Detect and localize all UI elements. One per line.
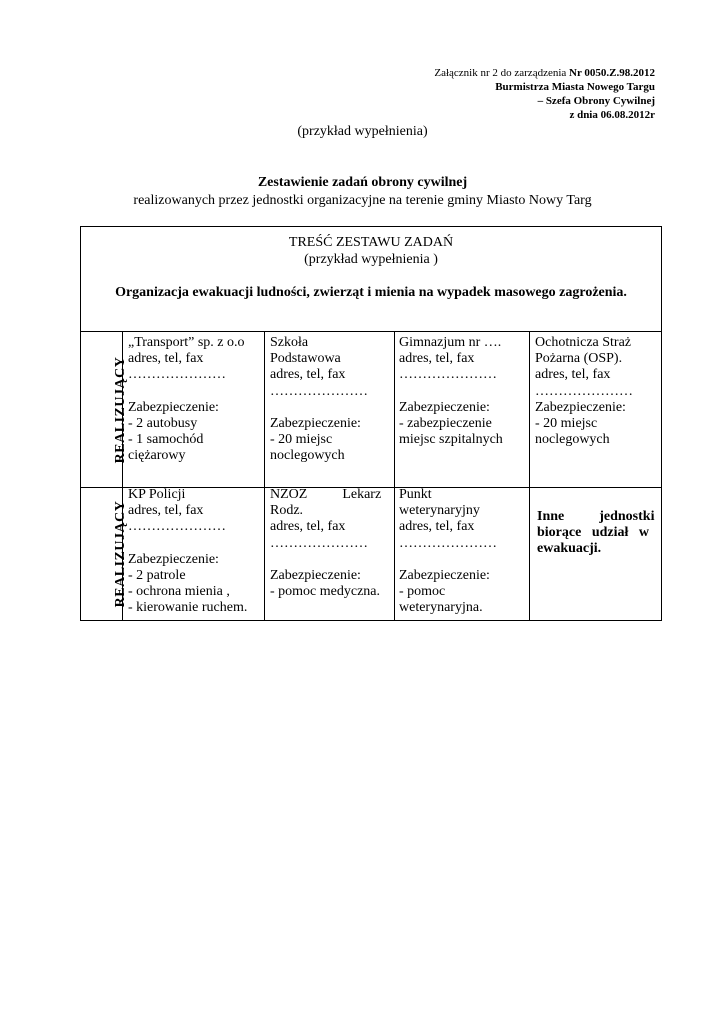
- cell-line: Zabezpieczenie:: [535, 399, 626, 415]
- cell-line: ciężarowy: [128, 448, 186, 464]
- cell-line: weterynaryjny: [399, 503, 480, 519]
- cell-line: - pomoc medyczna.: [270, 584, 381, 600]
- cell-line: miejsc szpitalnych: [399, 432, 503, 448]
- row-1-cell-school: [270, 335, 390, 465]
- row-2-cell-other-units: [537, 509, 657, 558]
- cell-line: …………………: [128, 367, 226, 383]
- row-1-cell-fire-brigade: [535, 335, 657, 448]
- cell-line: Zabezpieczenie:: [399, 568, 490, 583]
- header-attachment-text: Załącznik nr 2 do zarządzenia: [434, 67, 570, 79]
- table-task: Organizacja ewakuacji ludności, zwierząt i mienia na wypadek masowego zagrożenia.: [115, 285, 627, 300]
- table-heading: TREŚĆ ZESTAWU ZADAŃ: [288, 235, 454, 250]
- cell-line: Zabezpieczenie:: [128, 551, 219, 567]
- cell-line: - pomoc: [399, 584, 446, 600]
- cell-line: [270, 552, 390, 568]
- column-divider-2: [264, 331, 265, 620]
- table-heading-note: (przykład wypełnienia ): [304, 252, 438, 267]
- cell-line: …………………: [270, 383, 368, 399]
- cell-line: Zabezpieczenie:: [270, 416, 361, 431]
- cell-line: ewakuacji.: [537, 541, 602, 557]
- cell-line: [128, 536, 260, 552]
- cell-line: Pożarna (OSP).: [535, 351, 623, 367]
- cell-line: adres, tel, fax: [399, 519, 475, 535]
- header-line-4: z dnia 06.08.2012r: [569, 109, 655, 121]
- cell-line: Zabezpieczenie:: [270, 568, 361, 583]
- cell-line: …………………: [399, 367, 497, 383]
- cell-line: - 2 autobusy: [128, 416, 198, 431]
- cell-line: [128, 384, 260, 400]
- document-title: Zestawienie zadań obrony cywilnej: [257, 175, 468, 190]
- cell-line: - kierowanie ruchem.: [128, 600, 248, 616]
- cell-line: adres, tel, fax: [128, 503, 204, 519]
- cell-line: Podstawowa: [270, 351, 341, 367]
- cell-line: Zabezpieczenie:: [399, 399, 490, 415]
- table-heading-block: [81, 227, 661, 331]
- row-1-label: REALIZUJĄCY: [113, 356, 128, 464]
- cell-line: - 1 samochód: [128, 432, 204, 448]
- cell-line: …………………: [399, 535, 497, 551]
- header-line-2: Burmistrza Miasta Nowego Targu: [495, 81, 655, 93]
- document-subtitle: realizowanych przez jednostki organizacyjne na terenie gminy Miasto Nowy Targ: [133, 193, 592, 208]
- document-header: [434, 66, 655, 122]
- tasks-table: [80, 226, 662, 621]
- cell-line: NZOZ Lekarz: [270, 487, 382, 502]
- cell-line: Rodz.: [270, 503, 304, 519]
- cell-line: adres, tel, fax: [535, 367, 611, 383]
- row-1-cell-transport: [128, 335, 260, 465]
- cell-line: Inne jednostki: [537, 509, 655, 524]
- cell-line: „Transport” sp. z o.o: [128, 335, 245, 350]
- row-divider-top: [81, 331, 661, 332]
- cell-line: - 20 miejsc: [270, 432, 333, 448]
- cell-line: - zabezpieczenie: [399, 416, 492, 431]
- cell-line: [399, 384, 525, 400]
- example-note: (przykład wypełnienia): [297, 124, 428, 139]
- row-2-cell-police: [128, 487, 260, 617]
- cell-line: [270, 400, 390, 416]
- header-order-number: Nr 0050.Z.98.2012: [569, 67, 655, 79]
- cell-line: - 20 miejsc: [535, 416, 598, 432]
- cell-line: - 2 patrole: [128, 568, 186, 583]
- cell-line: - ochrona mienia ,: [128, 584, 230, 600]
- cell-line: adres, tel, fax: [128, 351, 204, 367]
- cell-line: Punkt: [399, 487, 432, 502]
- cell-line: Szkoła: [270, 335, 309, 350]
- cell-line: adres, tel, fax: [270, 519, 346, 535]
- cell-line: Ochotnicza Straż: [535, 335, 632, 350]
- cell-line: [399, 552, 525, 568]
- cell-line: adres, tel, fax: [399, 351, 475, 367]
- cell-line: Gimnazjum nr ….: [399, 335, 502, 350]
- cell-line: biorące udział w: [537, 525, 649, 541]
- cell-line: weterynaryjna.: [399, 600, 483, 616]
- row-2-cell-veterinary: [399, 487, 525, 617]
- header-line-1: [434, 66, 655, 80]
- row-2-cell-clinic: [270, 487, 390, 600]
- cell-line: adres, tel, fax: [270, 367, 346, 383]
- header-line-3: – Szefa Obrony Cywilnej: [537, 95, 655, 107]
- cell-line: noclegowych: [535, 432, 610, 448]
- row-2-label: REALIZUJĄCY: [113, 500, 128, 608]
- row-1-cell-gymnasium: [399, 335, 525, 448]
- cell-line: …………………: [128, 519, 226, 535]
- cell-line: noclegowych: [270, 448, 345, 464]
- column-divider-3: [394, 331, 395, 620]
- cell-line: …………………: [270, 535, 368, 551]
- cell-line: Zabezpieczenie:: [128, 399, 219, 415]
- cell-line: KP Policji: [128, 487, 186, 502]
- cell-line: …………………: [535, 383, 633, 399]
- column-divider-4: [529, 331, 530, 620]
